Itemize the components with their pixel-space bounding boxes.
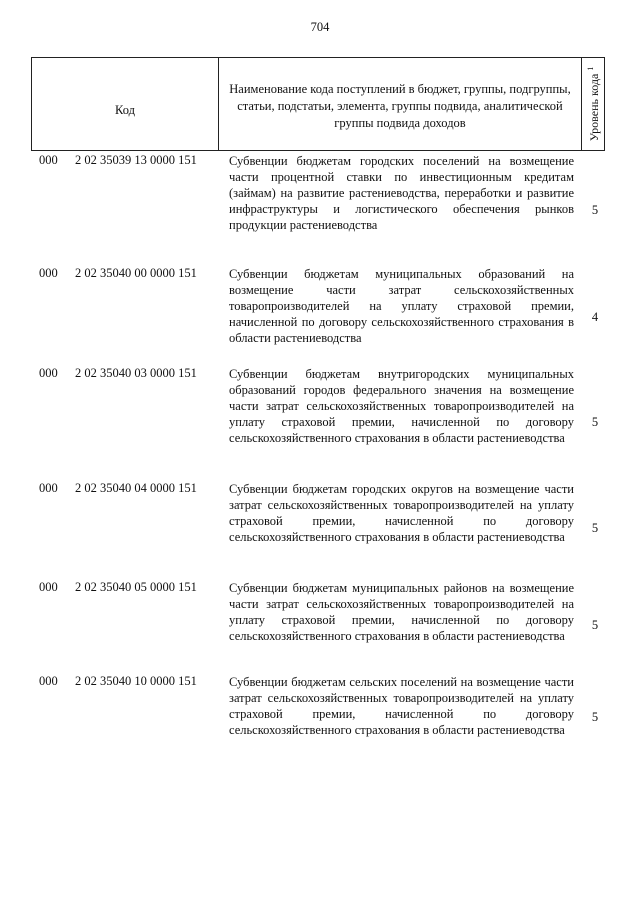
row-prefix: 000 [39, 153, 58, 167]
row-prefix: 000 [39, 366, 58, 380]
row-description: Субвенции бюджетам внутригородских муниципальных образований городов федерального значения на возмещение части затрат сельскохозяйственных товаропроизводителей на уплату страховой премии, начисленной по договору сельскохозяйственного страхования в области растениеводства [229, 367, 574, 445]
page-number: 704 [310, 20, 330, 34]
footnote-marker: 1 [585, 66, 595, 71]
header-name-label: Наименование кода поступлений в бюджет, группы, подгруппы, статьи, подстатьи, элемента, группы подвида, аналитической группы подвида доходов [229, 81, 571, 130]
row-description: Субвенции бюджетам муниципальных образований на возмещение части затрат сельскохозяйственных товаропроизводителей на уплату страховой премии, начисленной по договору сельскохозяйственного страхования в области растениеводства [229, 267, 574, 345]
header-code [32, 58, 218, 150]
header-code-label: Код [115, 102, 135, 117]
row-prefix: 000 [39, 266, 58, 280]
row-level: 5 [591, 521, 599, 535]
row-code: 2 02 35040 03 0000 151 [75, 366, 197, 380]
row-level: 5 [591, 618, 599, 632]
row-code: 2 02 35039 13 0000 151 [75, 153, 197, 167]
row-level: 4 [591, 310, 599, 324]
row-code: 2 02 35040 10 0000 151 [75, 674, 197, 688]
row-code: 2 02 35040 00 0000 151 [75, 266, 197, 280]
table-header [31, 57, 605, 151]
row-code: 2 02 35040 04 0000 151 [75, 481, 197, 495]
header-level-label: Уровень кода $^1$ [585, 66, 601, 142]
row-prefix: 000 [39, 481, 58, 495]
row-description: Субвенции бюджетам городских поселений на возмещение части процентной ставки по инвестиционным кредитам (займам) на развитие растениеводства, переработки и развитие инфраструктуры и логистического обеспечения рынков продукции растениеводства [229, 154, 574, 232]
row-code: 2 02 35040 05 0000 151 [75, 580, 197, 594]
row-prefix: 000 [39, 580, 58, 594]
row-description: Субвенции бюджетам муниципальных районов на возмещение части затрат сельскохозяйственных товаропроизводителей на уплату страховой премии, начисленной по договору сельскохозяйственного страхования в области растениеводства [229, 581, 574, 643]
row-description: Субвенции бюджетам сельских поселений на возмещение части затрат сельскохозяйственных товаропроизводителей на уплату страховой премии, начисленной по договору сельскохозяйственного страхования в области растениеводства [229, 675, 574, 737]
row-prefix: 000 [39, 674, 58, 688]
row-level: 5 [591, 415, 599, 429]
row-level: 5 [591, 710, 599, 724]
header-name [219, 58, 581, 150]
row-description: Субвенции бюджетам городских округов на возмещение части затрат сельскохозяйственных товаропроизводителей на уплату страховой премии, начисленной по договору сельскохозяйственного страхования в области растениеводства [229, 482, 574, 544]
header-level [582, 58, 605, 150]
row-level: 5 [591, 203, 599, 217]
